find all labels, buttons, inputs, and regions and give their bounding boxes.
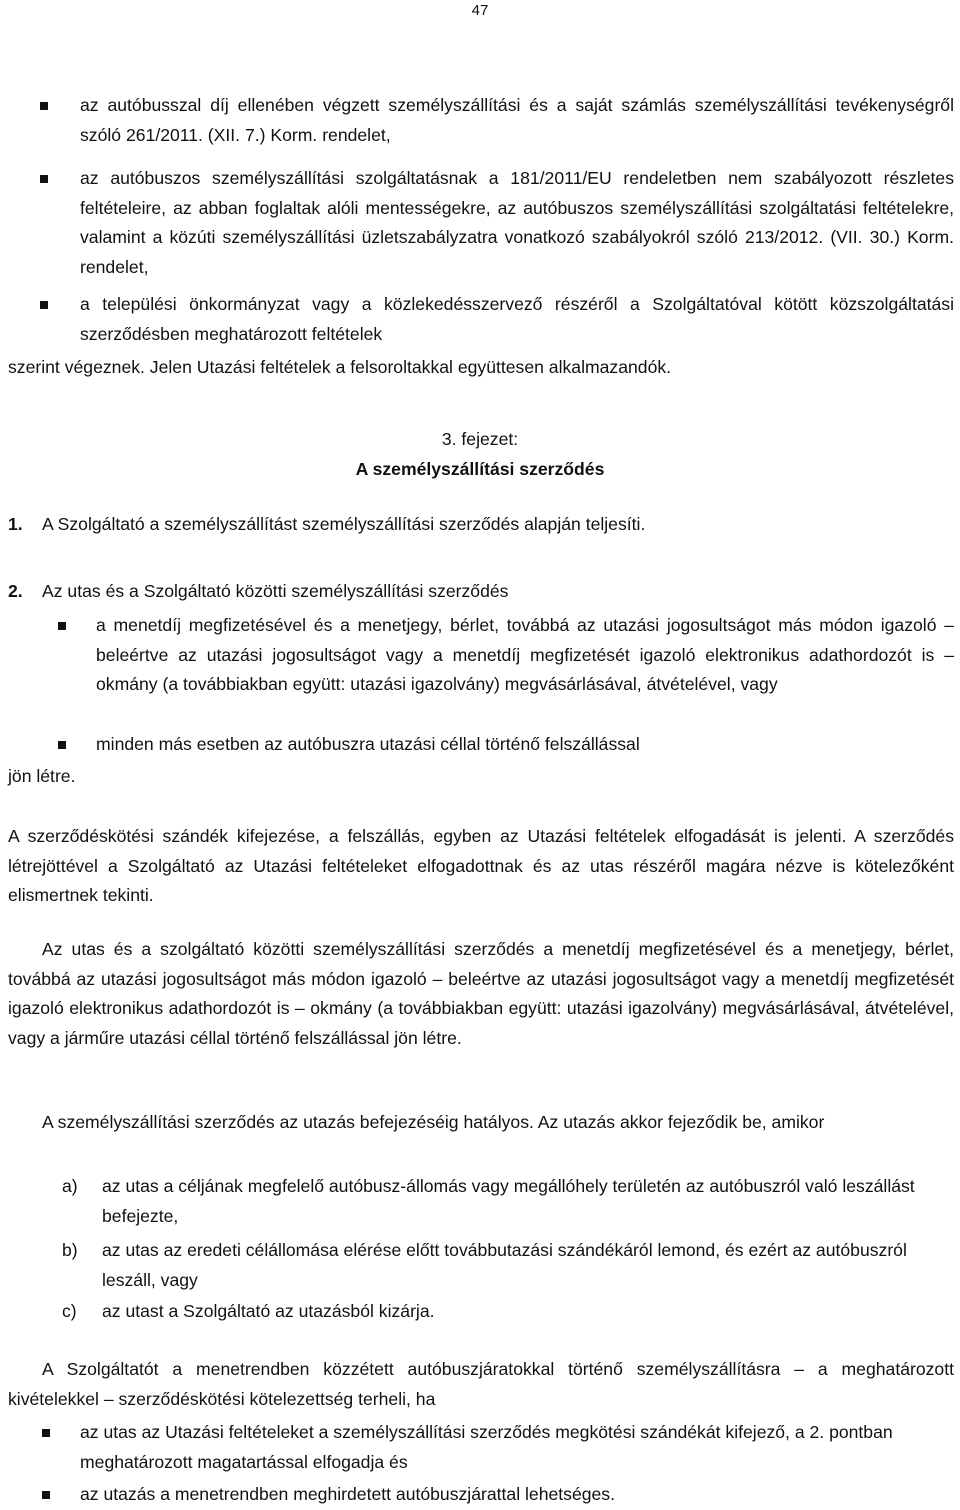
bullet-icon xyxy=(40,175,48,183)
bullet-icon xyxy=(58,741,66,749)
section-5-paragraph xyxy=(8,1355,954,1414)
section-5-bullet-2: az utazás a menetrendben meghirdetett autóbuszjárattal lehetséges. xyxy=(80,1484,615,1504)
section-2-paragraph: A szerződéskötési szándék kifejezése, a felszállás, egyben az Utazási feltételek elfogadását is jelenti. A szerződés létrejöttével a Szolgáltató az Utazási feltételeket elfogadottnak és az utas részéről magára nézve is kötelezőként elismertnek tekinti. xyxy=(8,826,954,905)
section-4-item-a-label: a) xyxy=(62,1176,78,1196)
section-3-paragraph xyxy=(8,935,954,1053)
section-4-item-b-text: az utas az eredeti célállomása elérése előtt továbbutazási szándékáról lemond, és ezért az autóbuszról leszáll, vagy xyxy=(102,1240,907,1290)
section-4-item-c-label: c) xyxy=(62,1301,77,1321)
bullet-icon xyxy=(40,102,48,110)
intro-bullet-1: az autóbusszal díj ellenében végzett személyszállítási és a saját számlás személyszállítási tevékenységről szóló 261/2011. (XII. 7.) Korm. rendelet, xyxy=(80,95,954,145)
chapter-title: A személyszállítási szerződés xyxy=(355,459,605,479)
section-1-text: A Szolgáltató a személyszállítást személyszállítási szerződés alapján teljesíti. xyxy=(42,514,646,534)
section-1-number: 1. xyxy=(8,514,23,534)
section-2-closing: jön létre. xyxy=(8,766,76,786)
chapter-number: 3. fejezet: xyxy=(441,429,519,449)
section-2-bullet-1: a menetdíj megfizetésével és a menetjegy, bérlet, továbbá az utazási jogosultságot más módon igazoló – beleértve az utazási jogosultságot vagy a menetdíj megfizetését igazoló elektronikus adathordozót is – okmány (a továbbiakban együtt: utazási igazolvány) megvásárlásával, átvételével, vagy xyxy=(96,615,954,694)
bullet-icon xyxy=(42,1429,50,1437)
section-2-bullet-2: minden más esetben az autóbuszra utazási céllal történő felszállással xyxy=(96,734,640,754)
intro-bullet-3: a települési önkormányzat vagy a közlekedésszervező részéről a Szolgáltatóval kötött közszolgáltatási szerződésben meghatározott feltételek xyxy=(80,294,954,344)
section-4-item-b-label: b) xyxy=(62,1240,78,1260)
section-3-text: Az utas és a szolgáltató közötti személyszállítási szerződés a menetdíj megfizetésével és a menetjegy, bérlet, továbbá az utazási jogosultságot más módon igazoló – beleértve az utazási jogosultságot vagy a menetdíj megfizetését igazoló elektronikus adathordozót is – okmány (a továbbiakban együtt: utazási igazolvány) megvásárlásával, átvételével, vagy a járműre utazási céllal történő felszállással jön létre. xyxy=(8,939,954,1048)
section-4-paragraph xyxy=(8,1108,954,1138)
page-number: 47 xyxy=(471,2,489,19)
bullet-icon xyxy=(40,301,48,309)
section-4-item-c-text: az utast a Szolgáltató az utazásból kizárja. xyxy=(102,1301,435,1321)
section-5-text: A Szolgáltatót a menetrendben közzétett autóbuszjáratokkal történő személyszállításra – a meghatározott kivételekkel – szerződéskötési kötelezettség terheli, ha xyxy=(8,1359,954,1409)
intro-bullet-2: az autóbuszos személyszállítási szolgáltatásnak a 181/2011/EU rendeletben nem szabályozott részletes feltételeire, az abban foglaltak alóli mentességekre, az autóbuszos személyszállítási szolgáltatási feltételekre, valamint a közúti személyszállítási üzletszabályzatra vonatkozó szabályokról szóló 213/2012. (VII. 30.) Korm. rendelet, xyxy=(80,168,954,277)
section-4-text: A személyszállítási szerződés az utazás befejezéséig hatályos. Az utazás akkor fejeződik be, amikor xyxy=(42,1112,825,1132)
bullet-icon xyxy=(58,622,66,630)
section-2-number: 2. xyxy=(8,581,23,601)
section-5-bullet-1: az utas az Utazási feltételeket a személyszállítási szerződés megkötési szándékát kifejező, a 2. pontban meghatározott magatartással elfogadja és xyxy=(80,1422,893,1472)
section-2-text: Az utas és a Szolgáltató közötti személyszállítási szerződés xyxy=(42,581,509,601)
bullet-icon xyxy=(42,1491,50,1499)
intro-closing: szerint végeznek. Jelen Utazási feltételek a felsoroltakkal együttesen alkalmazandók. xyxy=(8,357,672,377)
section-4-item-a-text: az utas a céljának megfelelő autóbusz-állomás vagy megállóhely területén az autóbuszról való leszállást befejezte, xyxy=(102,1176,915,1226)
